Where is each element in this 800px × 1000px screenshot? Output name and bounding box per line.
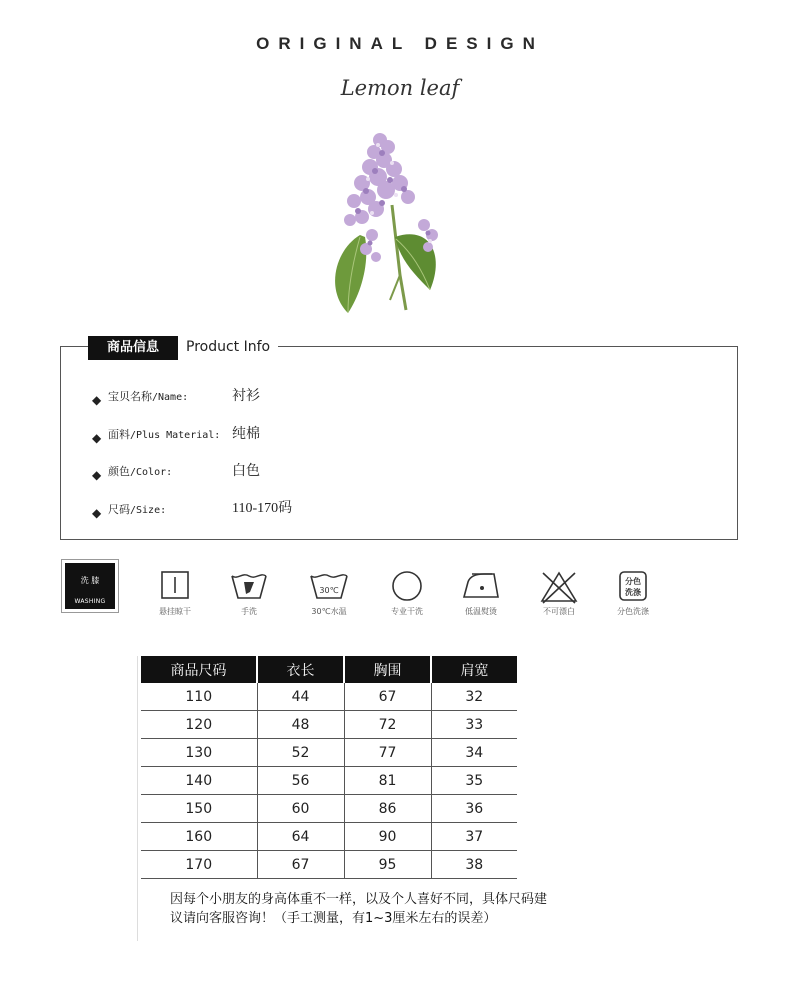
diamond-bullet-icon: ◆: [92, 431, 102, 445]
table-row: [141, 711, 517, 739]
shoulder-cell: 34: [431, 739, 517, 767]
size-note-line1: 因每个小朋友的身高体重不一样，以及个人喜好不同，具体尺码建: [170, 892, 548, 907]
info-label-cn: 宝贝名称: [108, 390, 152, 403]
size-cell: 110: [141, 683, 257, 711]
info-label-en: /Plus Material:: [130, 430, 221, 441]
length-cell: 56: [257, 767, 344, 795]
care-label: 手洗: [241, 607, 257, 616]
info-row-material: [92, 425, 392, 445]
product-info-title-cn: 商品信息: [88, 336, 178, 360]
table-row: [141, 683, 517, 711]
info-value-material: 纯棉: [232, 426, 260, 442]
care-item-wash-30: [294, 570, 364, 617]
brand-title: ORIGINAL DESIGN: [256, 34, 544, 53]
table-row: [141, 739, 517, 767]
info-label-en: /Color:: [130, 467, 173, 478]
size-cell: 130: [141, 739, 257, 767]
care-label: 悬挂晾干: [159, 607, 191, 616]
chest-cell: 72: [344, 711, 431, 739]
info-row-color: [92, 462, 392, 482]
length-cell: 48: [257, 711, 344, 739]
chest-cell: 90: [344, 823, 431, 851]
professional-dry-clean-icon: [391, 570, 423, 602]
care-item-no-bleach: [524, 570, 594, 617]
info-row-size: [92, 500, 392, 520]
length-cell: 44: [257, 683, 344, 711]
shoulder-cell: 35: [431, 767, 517, 795]
size-table-header-row: [141, 656, 517, 683]
info-value-name: 衬衫: [232, 388, 260, 404]
shoulder-cell: 37: [431, 823, 517, 851]
hand-wash-icon: [230, 570, 268, 600]
chest-col-header: 胸围: [344, 656, 431, 683]
chest-cell: 81: [344, 767, 431, 795]
diamond-bullet-icon: ◆: [92, 468, 102, 482]
low-iron-icon: [462, 570, 500, 600]
care-label: 不可漂白: [543, 607, 575, 616]
info-label-cn: 尺码: [108, 503, 130, 516]
care-label: 分色洗涤: [617, 607, 649, 616]
washing-badge-en: WASHING: [74, 598, 106, 605]
shoulder-cell: 32: [431, 683, 517, 711]
info-value-size: 110-170码: [232, 501, 293, 516]
hang-dry-icon: [160, 570, 190, 600]
length-cell: 64: [257, 823, 344, 851]
info-label-en: /Size:: [130, 505, 167, 516]
brand-subtitle: Lemon leaf: [340, 76, 460, 100]
info-row-name: [92, 387, 392, 407]
table-row: [141, 823, 517, 851]
care-label: 低温熨烫: [465, 607, 497, 616]
chest-cell: 95: [344, 851, 431, 879]
chest-cell: 86: [344, 795, 431, 823]
info-label-en: /Name:: [152, 392, 189, 403]
length-cell: 60: [257, 795, 344, 823]
info-value-color: 白色: [232, 463, 260, 479]
size-cell: 120: [141, 711, 257, 739]
wash-30-icon: [309, 570, 349, 600]
length-col-header: 衣长: [257, 656, 344, 683]
shoulder-col-header: 肩宽: [431, 656, 517, 683]
table-row: [141, 851, 517, 879]
table-row: [141, 795, 517, 823]
info-label-cn: 面料: [108, 428, 130, 441]
shoulder-cell: 36: [431, 795, 517, 823]
care-item-separate-wash: [598, 570, 668, 617]
washing-badge-cn: 洗 膝: [80, 576, 100, 585]
care-item-dry-clean: [372, 570, 442, 617]
size-cell: 160: [141, 823, 257, 851]
svg-text:分色: 分色: [625, 577, 641, 586]
wash-temp-text: 30℃: [319, 586, 339, 595]
shoulder-cell: 33: [431, 711, 517, 739]
size-cell: 140: [141, 767, 257, 795]
diamond-bullet-icon: ◆: [92, 393, 102, 407]
size-table: [141, 656, 517, 879]
size-note: [170, 890, 640, 928]
svg-text:洗涤: 洗涤: [625, 588, 641, 597]
size-cell: 170: [141, 851, 257, 879]
table-row: [141, 767, 517, 795]
care-label: 30℃水温: [311, 607, 347, 616]
table-left-rule: [137, 656, 138, 941]
care-item-hang-dry: [140, 570, 210, 617]
size-note-line2: 议请向客服咨询！（手工测量，有1~3厘米左右的误差）: [170, 911, 497, 926]
care-item-low-iron: [446, 570, 516, 617]
no-bleach-icon: [540, 570, 578, 604]
lilac-flower-illustration: [320, 125, 460, 315]
length-cell: 52: [257, 739, 344, 767]
diamond-bullet-icon: ◆: [92, 506, 102, 520]
care-label: 专业干洗: [391, 607, 423, 616]
chest-cell: 77: [344, 739, 431, 767]
shoulder-cell: 38: [431, 851, 517, 879]
product-info-title-en: Product Info: [178, 336, 278, 360]
chest-cell: 67: [344, 683, 431, 711]
info-label-cn: 颜色: [108, 465, 130, 478]
separate-wash-icon: [618, 570, 648, 602]
size-cell: 150: [141, 795, 257, 823]
size-col-header: 商品尺码: [141, 656, 257, 683]
length-cell: 67: [257, 851, 344, 879]
care-item-hand-wash: [214, 570, 284, 617]
washing-badge: [61, 559, 119, 613]
